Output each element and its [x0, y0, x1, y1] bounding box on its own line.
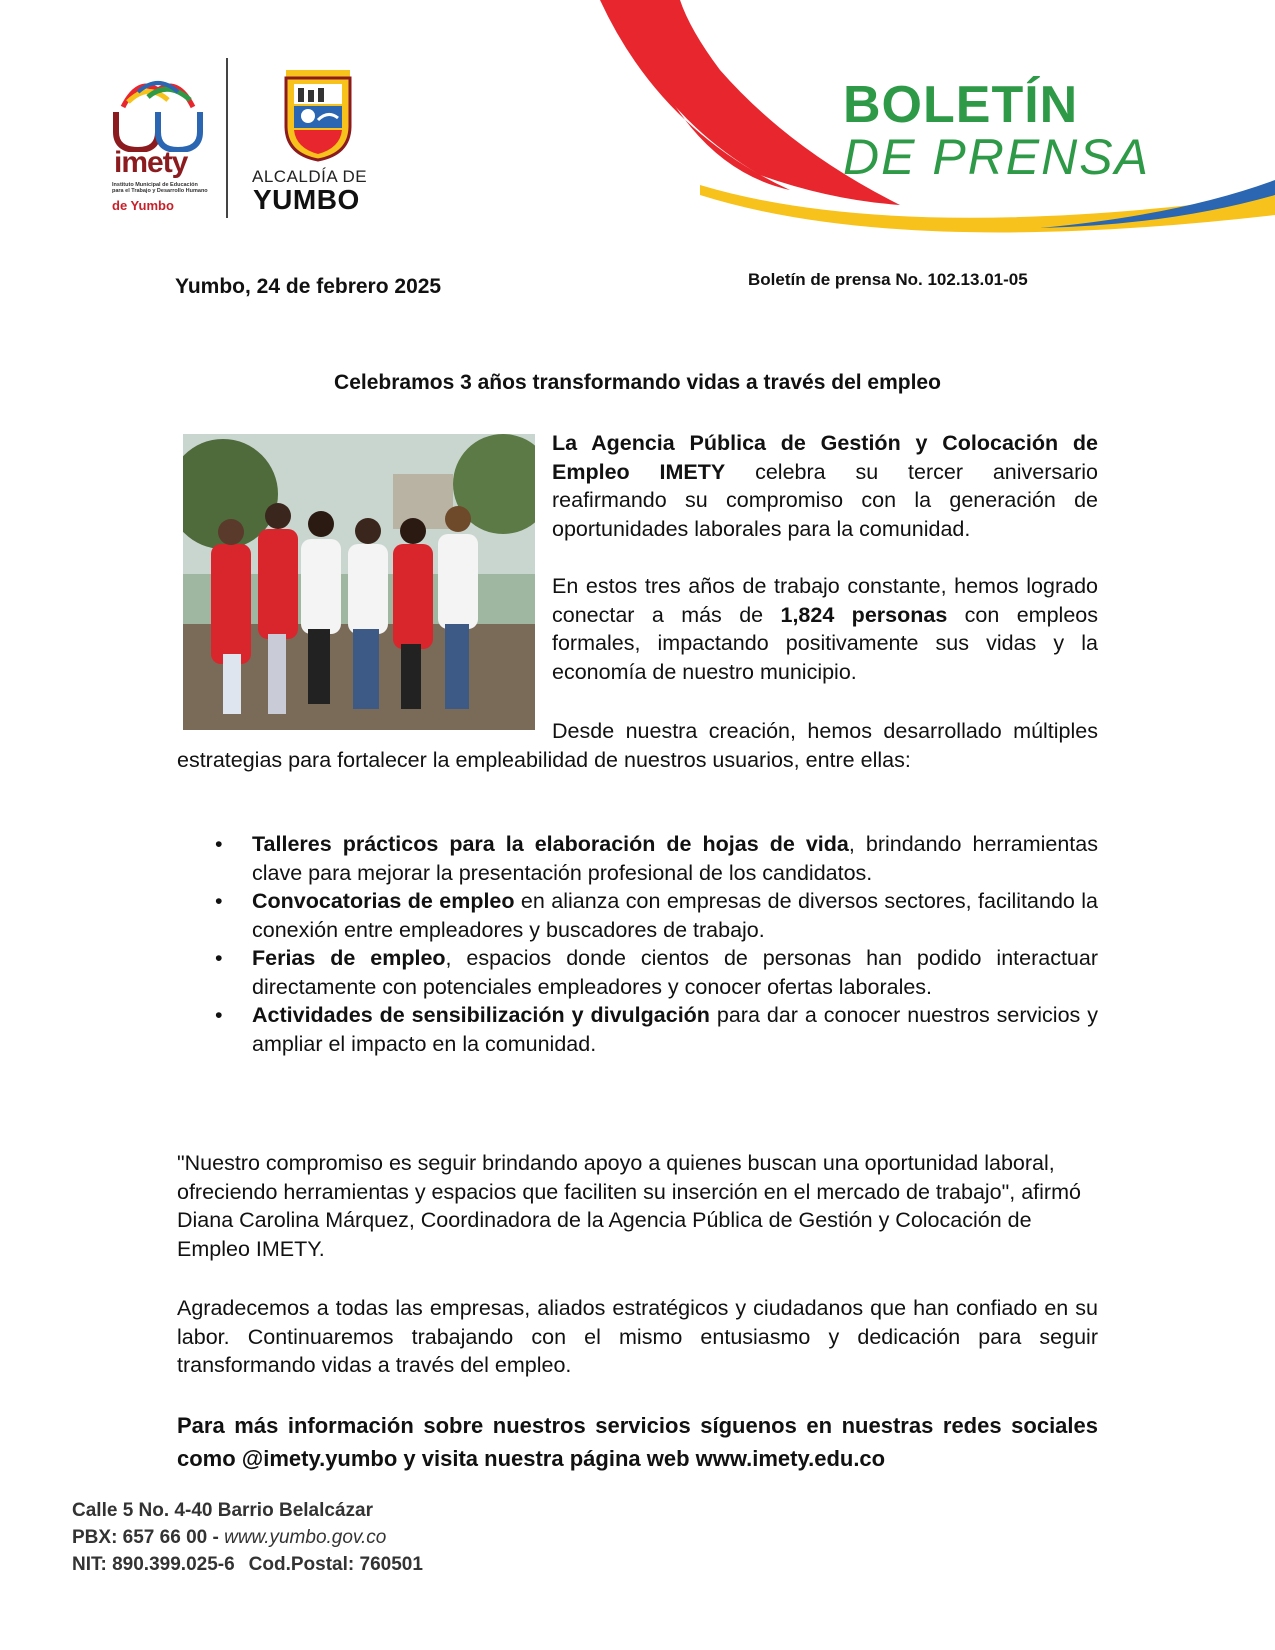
- bullet-icon: •: [215, 889, 223, 913]
- bullet-icon: •: [215, 832, 223, 856]
- results-bold: 1,824 personas: [780, 602, 948, 627]
- list-item-bold: Actividades de sensibilización y divulgación: [252, 1003, 710, 1027]
- results-text-a: En estos tres años de trabajo constante, hemos logrado conectar a más de: [552, 574, 1098, 627]
- footer-nit: NIT: 890.399.025-6: [72, 1554, 235, 1575]
- bulletin-label-title: BOLETÍN: [843, 76, 1079, 134]
- paragraph-thanks: Agradecemos a todas las empresas, aliados estratégicos y ciudadanos que han confiado en su labor. Continuaremos trabajando con el mismo entusiasmo y dedicación para seguir transformando vidas a través del empleo.: [177, 1296, 1098, 1377]
- bullet-icon: •: [215, 946, 223, 970]
- list-item-text: para dar a conocer nuestros servicios y ampliar el impacto en la comunidad.: [252, 1003, 1098, 1056]
- footer-contact: [72, 1527, 386, 1549]
- imety-logo: [108, 72, 208, 152]
- intro-bold: La Agencia Pública de Gestión y Colocación de Empleo IMETY: [552, 431, 1098, 484]
- paragraph-intro: [552, 429, 1098, 543]
- alcaldia-name: YUMBO: [253, 184, 360, 215]
- footer-website-link[interactable]: www.yumbo.gov.co: [224, 1527, 387, 1548]
- footer-address: Calle 5 No. 4-40 Barrio Belalcázar: [72, 1500, 373, 1521]
- list-item-text: en alianza con empresas de diversos sectores, facilitando la conexión entre empleadores y buscadores de trabajo.: [252, 889, 1098, 942]
- paragraph-strategies: Desde nuestra creación, hemos desarrollado múltiples estrategias para fortalecer la empleabilidad de nuestros usuarios, entre ellas:: [177, 719, 1098, 772]
- intro-rest: celebra su tercer aniversario reafirmando su compromiso con la generación de oportunidades laborales para la comunidad.: [552, 459, 1099, 541]
- footer-pbx: PBX: 657 66 00 -: [72, 1527, 225, 1548]
- dateline: Yumbo, 24 de febrero 2025: [175, 275, 442, 298]
- list-item-text: , espacios donde cientos de personas han podido interactuar directamente con potenciales empleadores y conocer ofertas laborales.: [252, 946, 1098, 999]
- bullet-icon: •: [215, 1003, 223, 1027]
- list-item: [177, 887, 1098, 944]
- list-item-text: , brindando herramientas clave para mejorar la presentación profesional de los candidatos.: [252, 832, 1098, 885]
- paragraph-results: [552, 572, 1098, 686]
- logo-divider: [226, 58, 228, 218]
- list-item-bold: Ferias de empleo: [252, 946, 446, 970]
- team-photo: [183, 434, 535, 730]
- bulletin-label-subtitle: DE PRENSA: [843, 129, 1150, 185]
- article-headline: Celebramos 3 años transformando vidas a través del empleo: [334, 371, 941, 394]
- alcaldia-label: ALCALDÍA DE: [252, 167, 368, 186]
- imety-tagline: de Yumbo: [112, 198, 174, 213]
- imety-subtitle: Instituto Municipal de Educación para el Trabajo y Desarrollo Humano: [112, 182, 208, 194]
- paragraph-quote: "Nuestro compromiso es seguir brindando apoyo a quienes buscan una oportunidad laboral, ofreciendo herramientas y espacios que faciliten su inserción en el mercado de trabajo", afirmó Diana Carolina Márquez, Coordinadora de la Agencia Pública de Gestión y Colocación de Empleo IMETY.: [177, 1151, 1081, 1261]
- call-to-action: Para más información sobre nuestros servicios síguenos en nuestras redes sociales como @imety.yumbo y visita nuestra página web www.imety.edu.co: [177, 1413, 1098, 1471]
- list-item: [177, 944, 1098, 1001]
- footer-ids: [72, 1554, 423, 1576]
- results-text-b: con empleos formales, impactando positivamente sus vidas y la economía de nuestro municipio.: [552, 602, 1098, 684]
- list-item-bold: Convocatorias de empleo: [252, 889, 515, 913]
- strategies-list: [177, 830, 1098, 1058]
- alcaldia-shield-icon: [282, 68, 354, 162]
- list-item: [177, 1001, 1098, 1058]
- list-item: [177, 830, 1098, 887]
- list-item-bold: Talleres prácticos para la elaboración de hojas de vida: [252, 832, 849, 856]
- footer-postal: Cod.Postal: 760501: [248, 1554, 423, 1575]
- bulletin-number: Boletín de prensa No. 102.13.01-05: [748, 270, 1028, 289]
- imety-wordmark: imety: [114, 146, 188, 179]
